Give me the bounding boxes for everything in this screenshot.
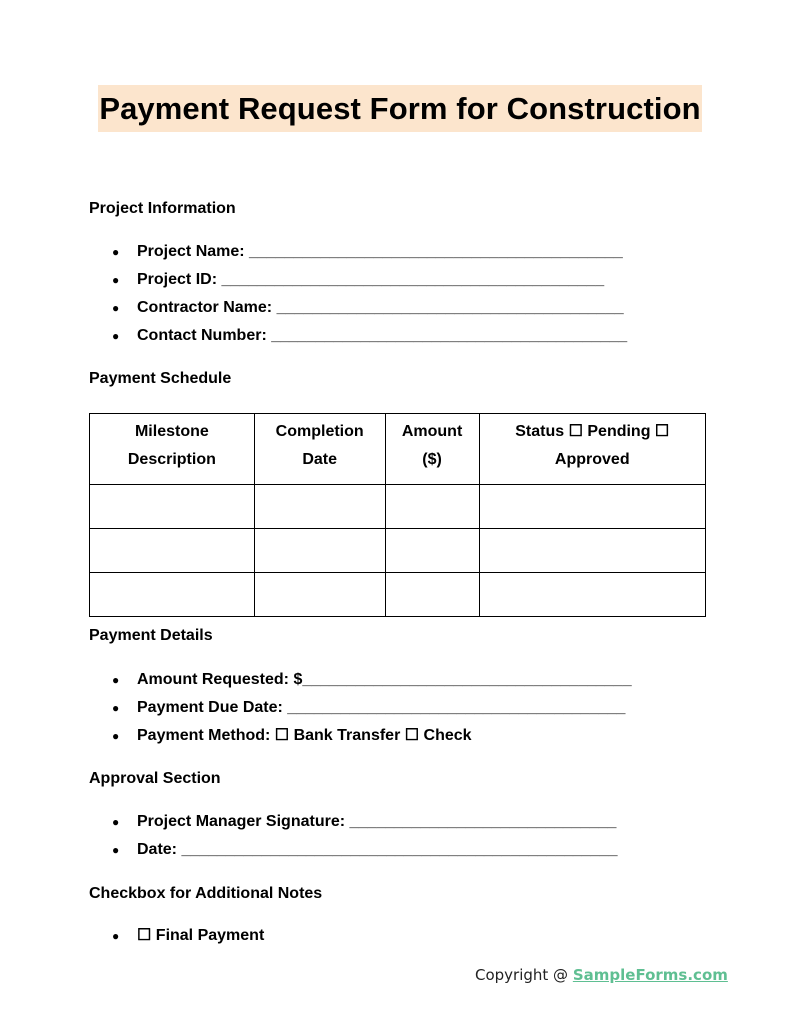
copyright-footer [475, 966, 728, 984]
list-item-project-name[interactable]: ● Project Name: __________________________________________ [89, 238, 627, 266]
project-information-list [89, 238, 627, 350]
table-cell[interactable] [385, 529, 479, 573]
payment-schedule-table [89, 413, 706, 617]
page-title: Payment Request Form for Construction [98, 85, 701, 132]
table-cell[interactable] [90, 485, 255, 529]
section-heading-project-information: Project Information [89, 200, 236, 217]
table-header-row [90, 414, 706, 485]
section-heading-payment-details: Payment Details [89, 627, 213, 644]
table-cell[interactable] [254, 529, 385, 573]
additional-notes-list [89, 922, 264, 950]
table-cell[interactable] [90, 529, 255, 573]
copyright-text: Copyright @ [475, 966, 573, 984]
table-cell[interactable] [479, 529, 705, 573]
table-cell[interactable] [90, 573, 255, 617]
list-item-project-id[interactable]: ● Project ID: ___________________________________________ [89, 266, 627, 294]
title-wrapper [0, 85, 800, 132]
table-cell[interactable] [254, 573, 385, 617]
table-row [90, 529, 706, 573]
section-heading-additional-notes: Checkbox for Additional Notes [89, 885, 323, 902]
section-heading-approval: Approval Section [89, 770, 221, 787]
list-item-pm-signature[interactable]: ● Project Manager Signature: ______________________________ [89, 808, 617, 836]
list-item-payment-due-date[interactable]: ● Payment Due Date: ______________________________________ [89, 694, 632, 722]
list-item-amount-requested[interactable]: ● Amount Requested: $_____________________________________ [89, 666, 632, 694]
column-header-milestone: Milestone Description [90, 414, 255, 485]
table-cell[interactable] [254, 485, 385, 529]
table-cell[interactable] [479, 485, 705, 529]
column-header-amount: Amount ($) [385, 414, 479, 485]
list-item-approval-date[interactable]: ● Date: _________________________________________________ [89, 836, 617, 864]
column-header-completion-date: Completion Date [254, 414, 385, 485]
list-item-contractor-name[interactable]: ● Contractor Name: _______________________________________ [89, 294, 627, 322]
list-item-payment-method[interactable]: ● Payment Method: ☐ Bank Transfer ☐ Check [89, 722, 632, 750]
section-heading-payment-schedule: Payment Schedule [89, 370, 232, 387]
table-cell[interactable] [385, 573, 479, 617]
column-header-status: Status ☐ Pending ☐ Approved [479, 414, 705, 485]
checkbox-final-payment[interactable]: ● ☐ Final Payment [89, 922, 264, 950]
list-item-contact-number[interactable]: ● Contact Number: ________________________________________ [89, 322, 627, 350]
brand-link[interactable]: SampleForms.com [572, 966, 728, 984]
table-row [90, 485, 706, 529]
payment-details-list [89, 666, 632, 750]
table-cell[interactable] [479, 573, 705, 617]
table-cell[interactable] [385, 485, 479, 529]
approval-list [89, 808, 617, 864]
table-row [90, 573, 706, 617]
